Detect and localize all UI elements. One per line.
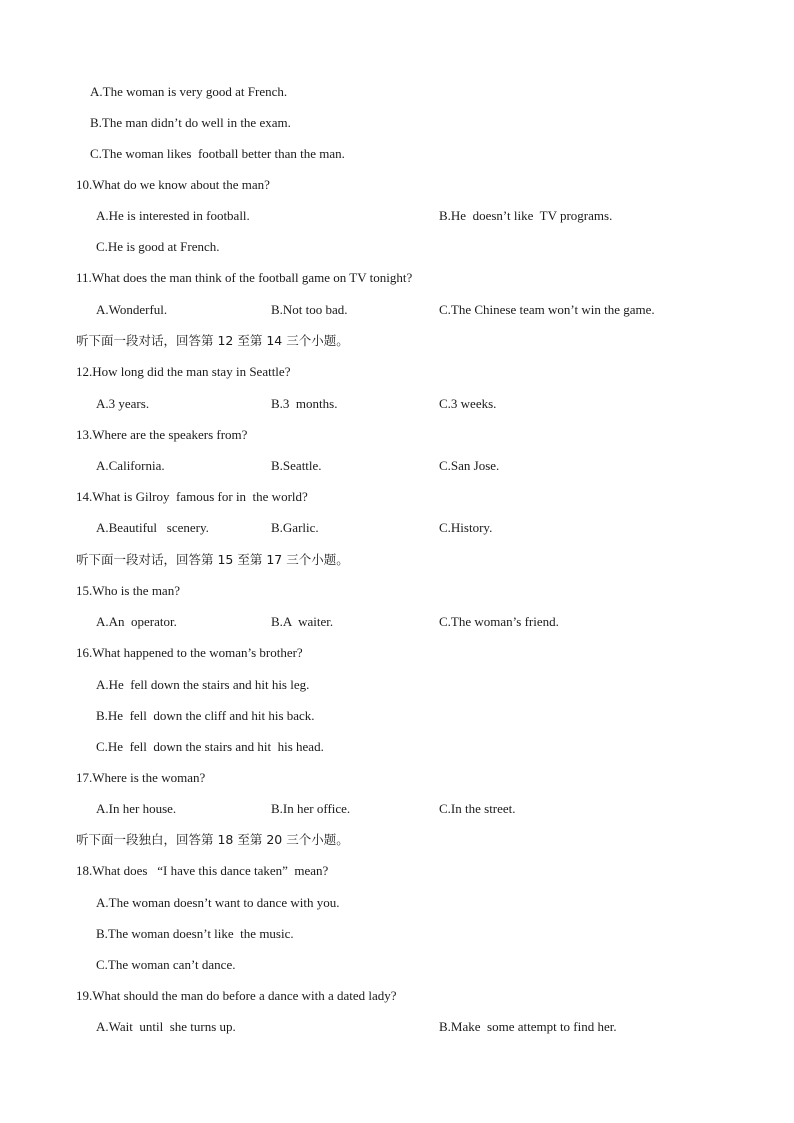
question-16: 16.What happened to the woman’s brother? bbox=[76, 645, 303, 660]
q18-option-c: C.The woman can’t dance. bbox=[96, 957, 236, 972]
question-15: 15.Who is the man? bbox=[76, 583, 180, 598]
q12-option-b: B.3 months. bbox=[271, 396, 338, 411]
q13-option-b: B.Seattle. bbox=[271, 458, 322, 473]
q15-option-b: B.A waiter. bbox=[271, 614, 334, 629]
section-instruction-18: 听下面一段独白，回答第 18 至第 20 三个小题。 bbox=[76, 832, 349, 847]
q12-option-a: A.3 years. bbox=[96, 396, 150, 411]
q14-option-a: A.Beautiful scenery. bbox=[96, 520, 209, 535]
q12-option-c: C.3 weeks. bbox=[439, 396, 497, 411]
q16-option-c: C.He fell down the stairs and hit his head. bbox=[96, 739, 324, 754]
q10-option-c: C.He is good at French. bbox=[96, 239, 220, 254]
q15-option-a: A.An operator. bbox=[96, 614, 177, 629]
q9-option-c: C.The woman likes football better than the man. bbox=[90, 146, 345, 161]
q10-option-a: A.He is interested in football. bbox=[96, 208, 250, 223]
q13-option-c: C.San Jose. bbox=[439, 458, 500, 473]
question-10: 10.What do we know about the man? bbox=[76, 177, 270, 192]
question-17: 17.Where is the woman? bbox=[76, 770, 206, 785]
q15-option-c: C.The woman’s friend. bbox=[439, 614, 559, 629]
q17-option-b: B.In her office. bbox=[271, 801, 351, 816]
question-14: 14.What is Gilroy famous for in the world? bbox=[76, 489, 308, 504]
q13-option-a: A.California. bbox=[96, 458, 165, 473]
q14-option-b: B.Garlic. bbox=[271, 520, 319, 535]
question-19: 19.What should the man do before a dance with a dated lady? bbox=[76, 988, 397, 1003]
q19-option-a: A.Wait until she turns up. bbox=[96, 1019, 236, 1034]
q10-option-b: B.He doesn’t like TV programs. bbox=[439, 208, 613, 223]
q9-option-a: A.The woman is very good at French. bbox=[90, 84, 288, 99]
q11-option-c: C.The Chinese team won’t win the game. bbox=[439, 302, 655, 317]
q16-option-a: A.He fell down the stairs and hit his leg. bbox=[96, 677, 310, 692]
question-11: 11.What does the man think of the football game on TV tonight? bbox=[76, 270, 413, 285]
q9-option-b: B.The man didn’t do well in the exam. bbox=[90, 115, 291, 130]
q18-option-a: A.The woman doesn’t want to dance with you. bbox=[96, 895, 340, 910]
section-instruction-15: 听下面一段对话，回答第 15 至第 17 三个小题。 bbox=[76, 552, 349, 567]
question-12: 12.How long did the man stay in Seattle? bbox=[76, 364, 291, 379]
q11-option-b: B.Not too bad. bbox=[271, 302, 348, 317]
q16-option-b: B.He fell down the cliff and hit his back. bbox=[96, 708, 315, 723]
q17-option-a: A.In her house. bbox=[96, 801, 177, 816]
question-18: 18.What does “I have this dance taken” mean? bbox=[76, 863, 329, 878]
q19-option-b: B.Make some attempt to find her. bbox=[439, 1019, 617, 1034]
q14-option-c: C.History. bbox=[439, 520, 493, 535]
question-13: 13.Where are the speakers from? bbox=[76, 427, 248, 442]
q17-option-c: C.In the street. bbox=[439, 801, 516, 816]
q18-option-b: B.The woman doesn’t like the music. bbox=[96, 926, 294, 941]
section-instruction-12: 听下面一段对话，回答第 12 至第 14 三个小题。 bbox=[76, 333, 349, 348]
q11-option-a: A.Wonderful. bbox=[96, 302, 168, 317]
